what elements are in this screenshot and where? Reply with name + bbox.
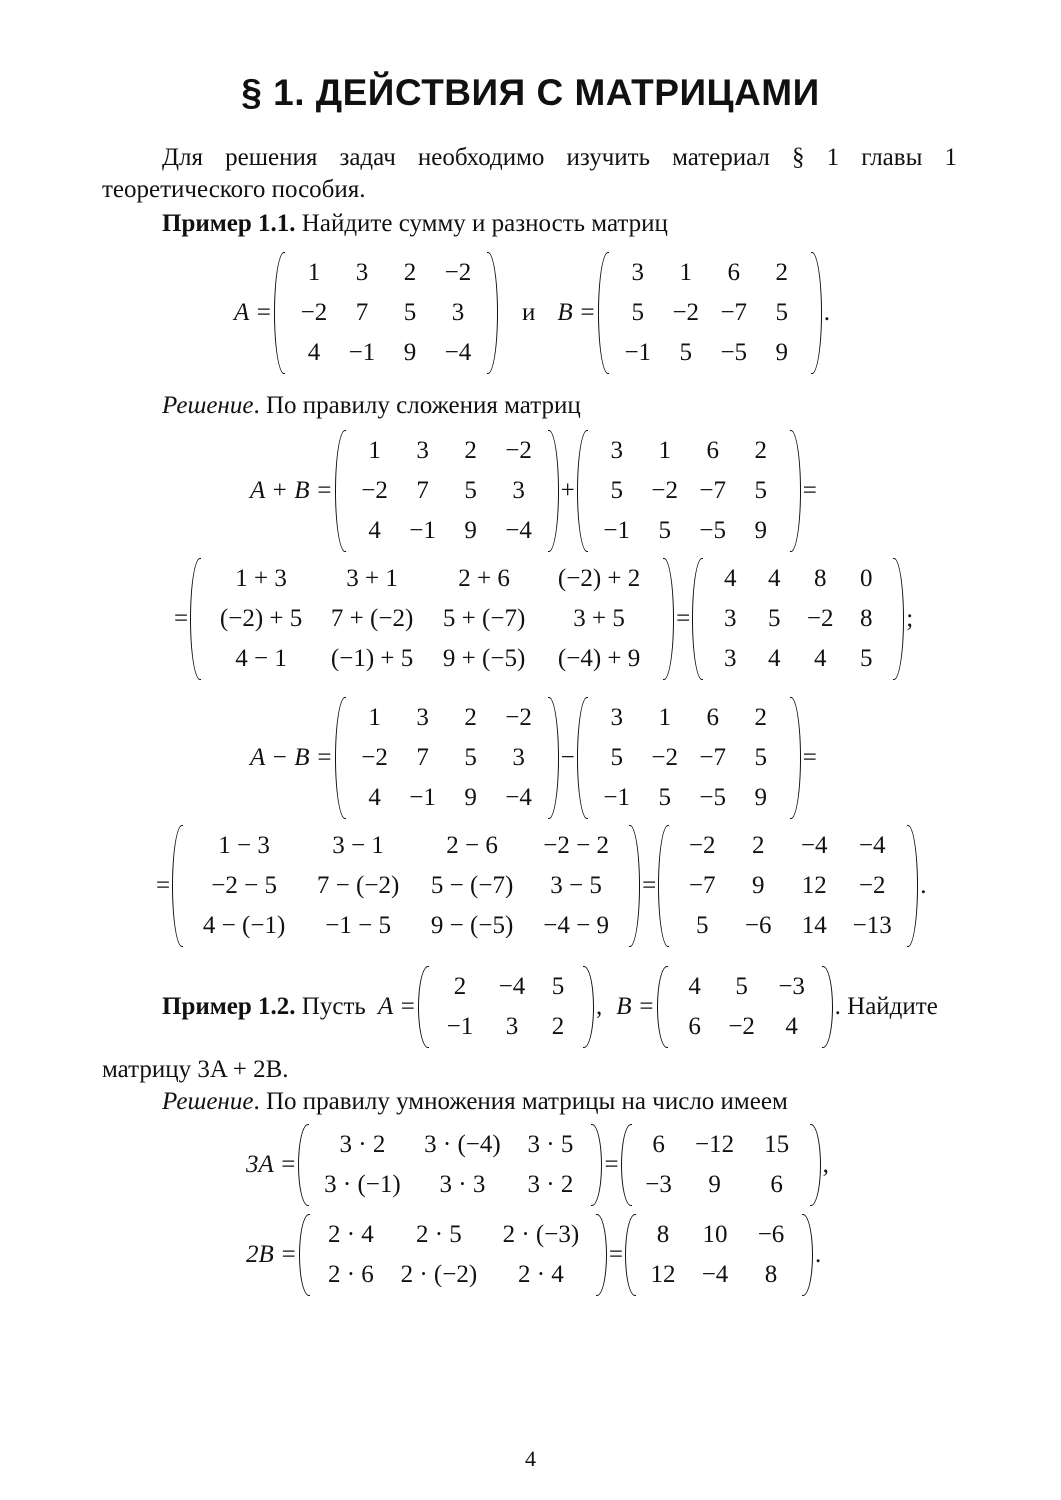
- matrix-cell: 1: [307, 259, 321, 286]
- matrix-cell: (−2) + 2: [557, 565, 641, 592]
- difference-expansion: [156, 825, 926, 947]
- matrix-cell: 5: [658, 517, 671, 544]
- matrix-cell: 2: [464, 437, 477, 464]
- conjunction-and: и: [521, 299, 536, 326]
- matrix-cell: −5: [699, 784, 726, 811]
- matrix-cell: 3 · 5: [527, 1131, 574, 1158]
- matrix-cell: 12: [801, 872, 827, 899]
- example-1-2-text: Пусть: [295, 993, 373, 1020]
- matrix-cell: 5: [631, 299, 644, 326]
- matrix-cell: 3: [505, 1013, 519, 1040]
- matrix-cell: 3: [631, 259, 644, 286]
- matrix-cell: −1: [409, 784, 436, 811]
- matrix-b-label: B =: [557, 299, 596, 326]
- matrix-cell: 2: [754, 437, 767, 464]
- matrix-cell: −4: [505, 784, 532, 811]
- matrix-cell: 3: [451, 299, 465, 326]
- matrix-cell: 3: [610, 437, 623, 464]
- matrix-cell: 5 − (−7): [430, 872, 514, 899]
- matrix-cell: 6: [770, 1171, 783, 1198]
- matrix-cell: −7: [688, 872, 716, 899]
- difference-lhs: A − B =: [250, 744, 333, 771]
- matrix-cell: 2 · 4: [327, 1221, 374, 1248]
- matrix-cell: 5: [754, 744, 767, 771]
- equals-sign: =: [802, 744, 817, 771]
- matrix-cell: 5: [403, 299, 417, 326]
- matrix-cell: −2: [505, 437, 532, 464]
- matrix-cell: 2 · 6: [327, 1261, 374, 1288]
- solution-2-heading: [162, 1086, 788, 1118]
- matrix-cell: 9: [403, 339, 417, 366]
- matrix-cell: 1 + 3: [235, 565, 287, 592]
- sum-expression-matrix: [188, 558, 676, 680]
- matrix-cell: −7: [699, 477, 726, 504]
- matrix-cell: 7: [416, 477, 429, 504]
- matrix-cell: 5: [658, 784, 671, 811]
- period: .: [815, 1241, 822, 1268]
- equals-sign: =: [604, 1151, 619, 1178]
- matrix-cell: 1: [679, 259, 692, 286]
- matrix-cell: 2: [453, 973, 467, 1000]
- matrix-cell: 3 · (−4): [424, 1131, 501, 1158]
- matrix-cell: −5: [699, 517, 726, 544]
- matrix-cell: 2: [403, 259, 417, 286]
- matrix-cell: −2 − 2: [543, 832, 609, 859]
- matrix-cell: −2: [361, 477, 388, 504]
- two-b-lhs: 2B =: [246, 1241, 297, 1268]
- three-a-equation: [246, 1124, 829, 1206]
- matrix-cell: −2: [672, 299, 700, 326]
- matrix-cell: 4: [813, 645, 827, 672]
- matrix-cell: −1 − 5: [325, 912, 391, 939]
- matrix-cell: 1: [658, 437, 671, 464]
- matrix-cell: 3: [416, 704, 429, 731]
- matrix-a: [272, 252, 500, 374]
- period: .: [823, 299, 830, 326]
- matrix-a: [333, 697, 561, 819]
- three-a-lhs: 3A =: [246, 1151, 297, 1178]
- matrix-cell: 4: [767, 645, 781, 672]
- matrix-cell: −4: [701, 1261, 729, 1288]
- matrix-cell: 5: [464, 477, 477, 504]
- matrix-cell: 3: [512, 744, 525, 771]
- solution-1-heading: [162, 390, 581, 422]
- example-1-2-label: Пример 1.2.: [162, 993, 296, 1020]
- matrix-cell: 6: [706, 437, 719, 464]
- matrix-cell: −3: [778, 973, 805, 1000]
- matrix-cell: 3 · 2: [527, 1171, 574, 1198]
- matrix-cell: 3: [512, 477, 525, 504]
- intro-paragraph-cont: теоретического пособия.: [102, 176, 366, 203]
- semicolon: ;: [906, 605, 914, 632]
- matrix-cell: 2 · 4: [517, 1261, 564, 1288]
- matrix-cell: 3: [416, 437, 429, 464]
- example-1-1-label: Пример 1.1.: [162, 210, 296, 237]
- matrix-cell: −2: [505, 704, 532, 731]
- matrix-cell: 4: [723, 565, 737, 592]
- matrix-cell: −2: [444, 259, 472, 286]
- matrix-cell: 9: [775, 339, 788, 366]
- matrix-cell: (−4) + 9: [557, 645, 641, 672]
- matrix-cell: 2: [464, 704, 477, 731]
- matrix-cell: −4: [498, 973, 526, 1000]
- solution-label: Решение: [162, 392, 254, 419]
- example-1-1-equation: [234, 252, 830, 374]
- matrix-cell: −6: [757, 1221, 785, 1248]
- matrix-cell: −3: [645, 1171, 672, 1198]
- matrix-cell: −2: [806, 605, 834, 632]
- matrix-cell: 2 + 6: [458, 565, 510, 592]
- matrix-cell: 5 + (−7): [442, 605, 526, 632]
- matrix-cell: −2: [651, 744, 678, 771]
- matrix-cell: −2: [858, 872, 886, 899]
- comma: ,: [595, 993, 603, 1020]
- matrix-cell: 1: [368, 704, 381, 731]
- matrix-cell: 2 · (−2): [400, 1261, 478, 1288]
- matrix-cell: 8: [764, 1261, 778, 1288]
- matrix-cell: 4: [767, 565, 781, 592]
- matrix-cell: 6: [706, 704, 719, 731]
- matrix-cell: −12: [695, 1131, 735, 1158]
- matrix-cell: 3 · 3: [439, 1171, 486, 1198]
- matrix-a-label: A =: [378, 993, 416, 1020]
- example-1-2-line: [162, 966, 938, 1048]
- matrix-cell: 8: [859, 605, 873, 632]
- comma: ,: [822, 1151, 829, 1178]
- matrix-cell: 14: [801, 912, 827, 939]
- solution-text: . По правилу умножения матрицы на число имеем: [253, 1088, 788, 1115]
- matrix-cell: 9: [708, 1171, 721, 1198]
- matrix-cell: 5: [610, 477, 623, 504]
- matrix-cell: −2 − 5: [211, 872, 277, 899]
- matrix-cell: 1 − 3: [218, 832, 270, 859]
- solution-text: . По правилу сложения матриц: [253, 392, 581, 419]
- difference-equation: [250, 697, 817, 819]
- matrix-cell: −4: [858, 832, 886, 859]
- example-1-2-matrix-a: [416, 966, 596, 1048]
- matrix-cell: 3 · 2: [339, 1131, 386, 1158]
- matrix-cell: 4: [368, 517, 381, 544]
- example-1-2-continuation: матрицу 3A + 2B.: [102, 1056, 289, 1083]
- example-1-2-text-end: . Найдите: [834, 993, 938, 1020]
- equals-sign: =: [642, 872, 657, 899]
- equals-sign: =: [156, 872, 171, 899]
- matrix-cell: 4: [785, 1013, 798, 1040]
- matrix-cell: 12: [650, 1261, 676, 1288]
- matrix-b: [575, 430, 803, 552]
- equals-sign: =: [174, 605, 189, 632]
- matrix-cell: 8: [656, 1221, 670, 1248]
- matrix-cell: 2: [551, 1013, 565, 1040]
- matrix-cell: 5: [464, 744, 477, 771]
- two-b-equation: [246, 1214, 821, 1296]
- matrix-b: [575, 697, 803, 819]
- matrix-cell: (−1) + 5: [330, 645, 414, 672]
- matrix-cell: 4: [307, 339, 321, 366]
- matrix-cell: 1: [658, 704, 671, 731]
- plus-sign: +: [560, 477, 575, 504]
- matrix-cell: 6: [727, 259, 740, 286]
- matrix-cell: −2: [361, 744, 388, 771]
- difference-result-matrix: [656, 825, 920, 947]
- example-1-2-matrix-b: [655, 966, 835, 1048]
- two-b-expression-matrix: [297, 1214, 609, 1296]
- matrix-cell: 2 · (−3): [502, 1221, 580, 1248]
- matrix-cell: 10: [702, 1221, 728, 1248]
- equals-sign: =: [676, 605, 691, 632]
- matrix-cell: −2: [300, 299, 328, 326]
- matrix-cell: 4 − 1: [235, 645, 287, 672]
- matrix-cell: 6: [652, 1131, 665, 1158]
- matrix-cell: −2: [728, 1013, 755, 1040]
- matrix-cell: 3 − 1: [332, 832, 384, 859]
- matrix-cell: 3: [723, 605, 737, 632]
- matrix-cell: (−2) + 5: [219, 605, 303, 632]
- matrix-cell: 5: [767, 605, 781, 632]
- matrix-cell: −2: [651, 477, 678, 504]
- matrix-cell: −5: [720, 339, 748, 366]
- matrix-cell: 3 − 5: [550, 872, 602, 899]
- matrix-cell: −4: [444, 339, 472, 366]
- matrix-cell: 2: [751, 832, 765, 859]
- matrix-cell: 3: [723, 645, 737, 672]
- matrix-cell: 3 · (−1): [324, 1171, 401, 1198]
- matrix-cell: −1: [348, 339, 376, 366]
- solution-label: Решение: [162, 1088, 254, 1115]
- matrix-cell: 4 − (−1): [202, 912, 286, 939]
- matrix-cell: −7: [720, 299, 748, 326]
- matrix-cell: 5: [695, 912, 709, 939]
- matrix-cell: −1: [624, 339, 652, 366]
- matrix-cell: −6: [744, 912, 772, 939]
- matrix-cell: 5: [859, 645, 873, 672]
- minus-sign: −: [560, 744, 575, 771]
- equals-sign: =: [802, 477, 817, 504]
- matrix-cell: −7: [699, 744, 726, 771]
- three-a-expression-matrix: [296, 1124, 604, 1206]
- matrix-cell: 2: [775, 259, 788, 286]
- matrix-cell: −1: [409, 517, 436, 544]
- matrix-cell: 2 · 5: [415, 1221, 462, 1248]
- matrix-cell: 15: [764, 1131, 790, 1158]
- matrix-cell: −1: [446, 1013, 474, 1040]
- matrix-cell: 9: [464, 517, 477, 544]
- matrix-cell: 5: [679, 339, 692, 366]
- matrix-cell: 4: [688, 973, 701, 1000]
- section-title: § 1. ДЕЙСТВИЯ С МАТРИЦАМИ: [241, 72, 820, 113]
- example-1-1-heading: [162, 208, 668, 240]
- matrix-cell: −2: [688, 832, 716, 859]
- matrix-cell: 7: [355, 299, 369, 326]
- page-number: 4: [525, 1446, 536, 1471]
- matrix-cell: 6: [688, 1013, 701, 1040]
- matrix-cell: 3: [610, 704, 623, 731]
- sum-result-matrix: [690, 558, 906, 680]
- matrix-cell: 5: [551, 973, 565, 1000]
- equals-sign: =: [608, 1241, 624, 1268]
- matrix-cell: 7 − (−2): [316, 872, 400, 899]
- matrix-cell: −4 − 9: [543, 912, 609, 939]
- matrix-cell: 3 + 1: [346, 565, 398, 592]
- matrix-cell: 9: [751, 872, 765, 899]
- matrix-cell: 5: [754, 477, 767, 504]
- matrix-cell: 4: [368, 784, 381, 811]
- matrix-cell: 9 − (−5): [430, 912, 514, 939]
- two-b-result-matrix: [623, 1214, 815, 1296]
- matrix-cell: −4: [505, 517, 532, 544]
- matrix-cell: 9: [464, 784, 477, 811]
- matrix-cell: 1: [368, 437, 381, 464]
- matrix-cell: 2 − 6: [446, 832, 498, 859]
- matrix-cell: 9: [754, 784, 767, 811]
- matrix-cell: 3: [355, 259, 369, 286]
- period: .: [920, 872, 927, 899]
- matrix-cell: −4: [800, 832, 828, 859]
- matrix-b: [596, 252, 824, 374]
- matrix-cell: 9: [754, 517, 767, 544]
- matrix-cell: 2: [754, 704, 767, 731]
- matrix-cell: −1: [603, 517, 630, 544]
- three-a-result-matrix: [619, 1124, 823, 1206]
- matrix-a: [333, 430, 561, 552]
- matrix-cell: 5: [610, 744, 623, 771]
- matrix-b-label: B =: [616, 993, 655, 1020]
- matrix-cell: 8: [813, 565, 827, 592]
- sum-expansion: [174, 558, 913, 680]
- example-1-1-text: Найдите сумму и разность матриц: [295, 210, 668, 237]
- matrix-cell: 5: [735, 973, 748, 1000]
- difference-expression-matrix: [170, 825, 642, 947]
- matrix-cell: 0: [859, 565, 873, 592]
- matrix-cell: 7: [416, 744, 429, 771]
- sum-lhs: A + B =: [250, 477, 333, 504]
- matrix-cell: 9 + (−5): [442, 645, 526, 672]
- matrix-cell: 5: [775, 299, 788, 326]
- matrix-cell: −1: [603, 784, 630, 811]
- intro-paragraph: Для решения задач необходимо изучить материал § 1 главы 1: [162, 144, 957, 171]
- matrix-a-label: A =: [234, 299, 272, 326]
- matrix-cell: 3 + 5: [573, 605, 625, 632]
- sum-equation: [250, 430, 817, 552]
- matrix-cell: −13: [852, 912, 892, 939]
- matrix-cell: 7 + (−2): [330, 605, 414, 632]
